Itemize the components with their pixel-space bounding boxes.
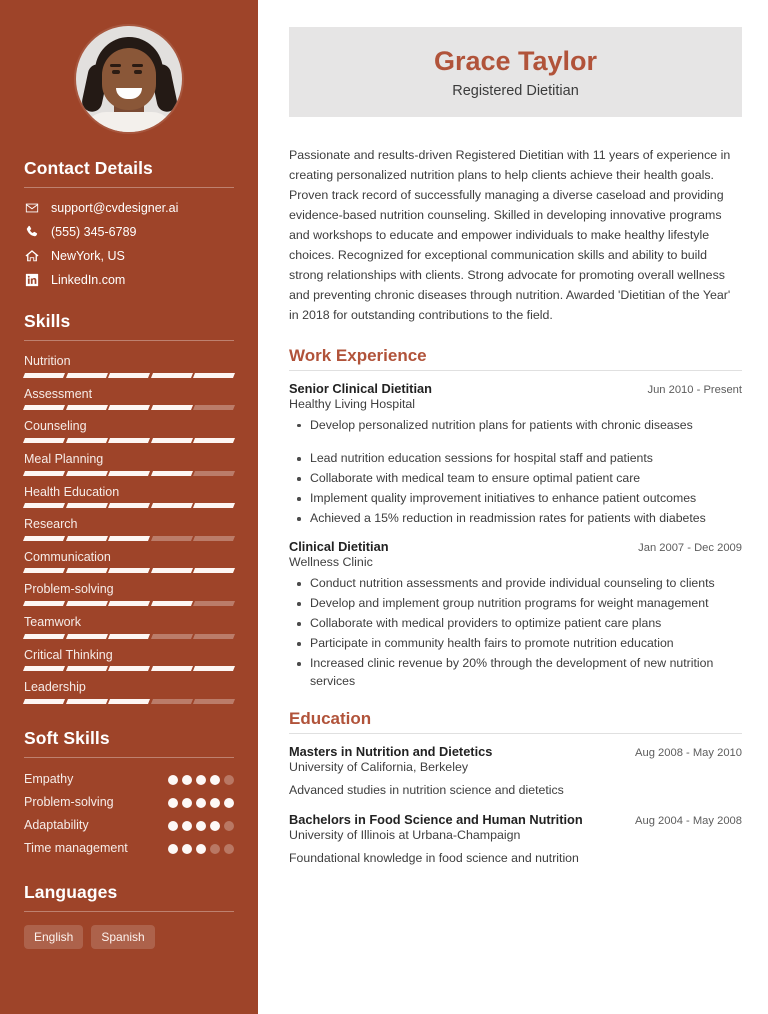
work-heading-divider [289,370,742,371]
work-entry-header [289,539,742,554]
rating-dot [210,798,220,808]
skill-level-segment [151,601,193,606]
contact-heading-divider [24,187,234,188]
skill-label: Critical Thinking [24,647,113,662]
work-experience-heading: Work Experience [289,345,427,365]
skill-level-segment [108,568,150,573]
contact-list [24,201,234,287]
work-bullet: Achieved a 15% reduction in readmission rates for patients with diabetes [289,510,742,528]
skill-level-bar [24,405,234,410]
soft-skill-rating [168,794,234,808]
rating-dot [168,821,178,831]
skills-heading: Skills [24,311,71,331]
skill-level-segment [66,503,108,508]
skill-level-segment [23,438,65,443]
skill-level-segment [151,699,193,704]
work-job-title: Senior Clinical Dietitian [289,380,432,396]
soft-skill-rating [168,840,234,854]
skill-level-bar [24,536,234,541]
skill-level-segment [66,601,108,606]
skill-level-segment [151,438,193,443]
skill-item [24,387,234,411]
skill-level-bar [24,471,234,476]
skill-level-segment [151,568,193,573]
contact-email-value: support@cvdesigner.ai [51,201,179,215]
avatar-brow-left [110,64,121,67]
skill-level-segment [23,405,65,410]
skill-level-segment [66,634,108,639]
skill-item [24,452,234,476]
rating-dot [196,775,206,785]
skill-level-segment [151,373,193,378]
skill-level-segment [151,536,193,541]
work-entry [289,381,742,529]
skill-item [24,648,234,672]
main-content [258,0,768,1014]
contact-item-linkedin[interactable] [24,273,234,287]
skill-label: Teamwork [24,615,81,629]
rating-dot [224,844,234,854]
skill-label: Communication [24,549,111,564]
skill-level-segment [193,634,235,639]
skill-item [24,485,234,509]
education-description: Foundational knowledge in food science and nutrition [289,850,579,865]
skill-label: Leadership [24,680,86,695]
skill-level-segment [193,405,235,410]
rating-dot [182,798,192,808]
soft-skill-label: Problem-solving [24,794,114,809]
work-date-range: Jan 2007 - Dec 2009 [638,542,742,555]
education-entry-header [289,744,742,759]
skill-item [24,615,234,639]
skill-level-segment [108,634,150,639]
avatar-container [24,26,234,132]
work-bullet: Conduct nutrition assessments and provide individual counseling to clients [289,575,742,593]
skill-level-segment [193,536,235,541]
skill-level-segment [23,634,65,639]
work-bullet: Collaborate with medical providers to optimize patient care plans [289,615,742,633]
soft-skill-label: Empathy [24,771,74,786]
phone-icon [24,225,39,239]
work-bullet: Develop and implement group nutrition programs for weight management [289,595,742,613]
education-date-range: Aug 2008 - May 2010 [635,747,742,760]
work-bullet: Develop personalized nutrition plans for patients with chronic diseases [289,417,742,435]
soft-skill-rating [168,817,234,831]
languages-heading: Languages [24,881,118,902]
skill-label: Nutrition [24,354,71,368]
skill-level-segment [23,471,65,476]
page-title: Grace Taylor [433,46,598,76]
skills-list [24,354,234,704]
rating-dot [210,775,220,785]
education-entry [289,812,742,868]
home-icon [24,249,39,263]
skill-level-bar [24,373,234,378]
skill-level-segment [23,601,65,606]
skill-level-segment [193,601,235,606]
work-bullet: Participate in community health fairs to promote nutrition education [289,635,742,653]
contact-linkedin-value: LinkedIn.com [51,273,126,287]
work-bullet: Implement quality improvement initiatives to enhance patient outcomes [289,490,742,508]
skill-level-segment [108,666,150,671]
soft-skill-rating [168,771,234,785]
sidebar [0,0,258,1014]
rating-dot [182,844,192,854]
skill-level-segment [193,438,235,443]
soft-skill-label: Adaptability [24,817,89,832]
skill-level-segment [66,666,108,671]
skill-level-bar [24,438,234,443]
work-job-title: Clinical Dietitian [289,539,389,555]
work-date-range: Jun 2010 - Present [647,383,742,396]
skill-level-segment [23,699,65,704]
skill-level-bar [24,503,234,508]
education-description: Advanced studies in nutrition science and dietetics [289,783,564,798]
skill-level-segment [151,471,193,476]
contact-details-heading: Contact Details [24,158,153,178]
name-card [289,27,742,117]
soft-skills-heading-divider [24,757,234,758]
skill-item [24,582,234,606]
education-entries [289,744,742,868]
bullet-spacer [289,436,742,450]
contact-item-phone[interactable] [24,225,234,239]
rating-dot [224,821,234,831]
education-school: University of Illinois at Urbana-Champaign [289,827,521,842]
contact-location-value: NewYork, US [51,249,125,263]
skills-heading-divider [24,340,234,341]
work-bullet-list [289,575,742,691]
skill-item [24,680,234,704]
education-date-range: Aug 2004 - May 2008 [635,814,742,827]
soft-skill-item [24,771,234,787]
soft-skills-list [24,771,234,856]
skill-level-segment [23,503,65,508]
professional-summary: Passionate and results-driven Registered Dietitian with 11 years of experience in creating personalized nutrition plans to help clients achieve their health goals. Proven track record of successfully managing a diverse caseload and providing evidence-based nutrition counseling. Skilled in developing innovative programs and workshops to educate and empower individuals to make healthy lifestyle choices. Recognized for exceptional communication skills and ability to build strong relationships with clients. Strong advocate for promoting overall wellness and preventing chronic diseases through nutrition. Awarded 'Dietitian of the Year' in 2018 for outstanding contributions to the field. [289,147,731,323]
skill-level-segment [108,405,150,410]
skill-level-segment [23,536,65,541]
skill-level-segment [66,536,108,541]
education-heading: Education [289,709,372,729]
skill-level-segment [108,536,150,541]
contact-item-location[interactable] [24,249,234,263]
work-entry [289,539,742,691]
skill-level-segment [193,666,235,671]
skill-item [24,419,234,443]
skill-level-segment [66,699,108,704]
rating-dot [196,821,206,831]
work-organization: Wellness Clinic [289,555,373,570]
work-entries [289,381,742,691]
skill-label: Counseling [24,419,87,434]
soft-skill-item [24,840,234,856]
skill-level-segment [193,699,235,704]
rating-dot [168,844,178,854]
education-entry-header [289,812,742,827]
skill-level-segment [151,666,193,671]
avatar-eye-right [134,70,142,74]
skill-level-segment [23,373,65,378]
education-heading-divider [289,733,742,734]
language-tag: English [24,925,83,949]
job-role-subtitle: Registered Dietitian [452,82,579,99]
skill-level-bar [24,568,234,573]
skill-level-segment [151,634,193,639]
avatar-shoulders [84,112,174,132]
skill-level-segment [108,601,150,606]
skill-item [24,517,234,541]
skill-level-segment [66,373,108,378]
skill-level-segment [108,438,150,443]
rating-dot [196,798,206,808]
skill-item [24,550,234,574]
skill-level-segment [108,471,150,476]
skill-label: Health Education [24,484,120,499]
soft-skill-item [24,817,234,833]
contact-item-email[interactable] [24,201,234,215]
rating-dot [210,821,220,831]
rating-dot [182,775,192,785]
skill-level-segment [193,373,235,378]
work-bullet: Collaborate with medical team to ensure optimal patient care [289,470,742,488]
skill-level-segment [66,471,108,476]
rating-dot [182,821,192,831]
skill-level-segment [193,568,235,573]
languages-list [24,925,234,949]
rating-dot [196,844,206,854]
work-organization: Healthy Living Hospital [289,396,416,411]
soft-skills-heading: Soft Skills [24,727,110,748]
education-section [289,709,742,868]
skill-level-segment [108,373,150,378]
skill-label: Assessment [24,386,93,401]
skill-level-segment [23,568,65,573]
skill-level-segment [66,568,108,573]
skill-level-segment [193,503,235,508]
skill-level-segment [151,503,193,508]
work-bullet: Increased clinic revenue by 20% through the development of new nutrition services [289,655,742,691]
skill-label: Meal Planning [24,451,104,466]
education-degree: Bachelors in Food Science and Human Nutrition [289,811,583,827]
rating-dot [224,775,234,785]
rating-dot [224,798,234,808]
avatar [76,26,182,132]
work-experience-section [289,346,742,691]
skill-label: Research [24,517,78,532]
work-bullet-list [289,417,742,529]
work-entry-header [289,381,742,396]
languages-heading-divider [24,911,234,912]
skill-level-segment [108,503,150,508]
rating-dot [168,798,178,808]
education-school: University of California, Berkeley [289,760,469,775]
skill-level-segment [66,405,108,410]
linkedin-icon [24,273,39,287]
skill-level-bar [24,666,234,671]
work-bullet: Lead nutrition education sessions for hospital staff and patients [289,450,742,468]
envelope-icon [24,201,39,215]
language-tag: Spanish [91,925,154,949]
rating-dot [168,775,178,785]
education-entry [289,744,742,800]
avatar-brow-right [132,64,143,67]
skill-level-segment [193,471,235,476]
education-degree: Masters in Nutrition and Dietetics [289,744,493,760]
skill-level-bar [24,601,234,606]
skill-level-segment [151,405,193,410]
avatar-face [102,48,156,110]
soft-skill-label: Time management [24,840,128,855]
soft-skill-item [24,794,234,810]
skill-level-segment [108,699,150,704]
skill-level-bar [24,699,234,704]
skill-level-segment [66,438,108,443]
skill-item [24,354,234,378]
avatar-eye-left [112,70,120,74]
contact-phone-value: (555) 345-6789 [51,225,137,239]
skill-label: Problem-solving [24,582,114,597]
rating-dot [210,844,220,854]
skill-level-bar [24,634,234,639]
skill-level-segment [23,666,65,671]
